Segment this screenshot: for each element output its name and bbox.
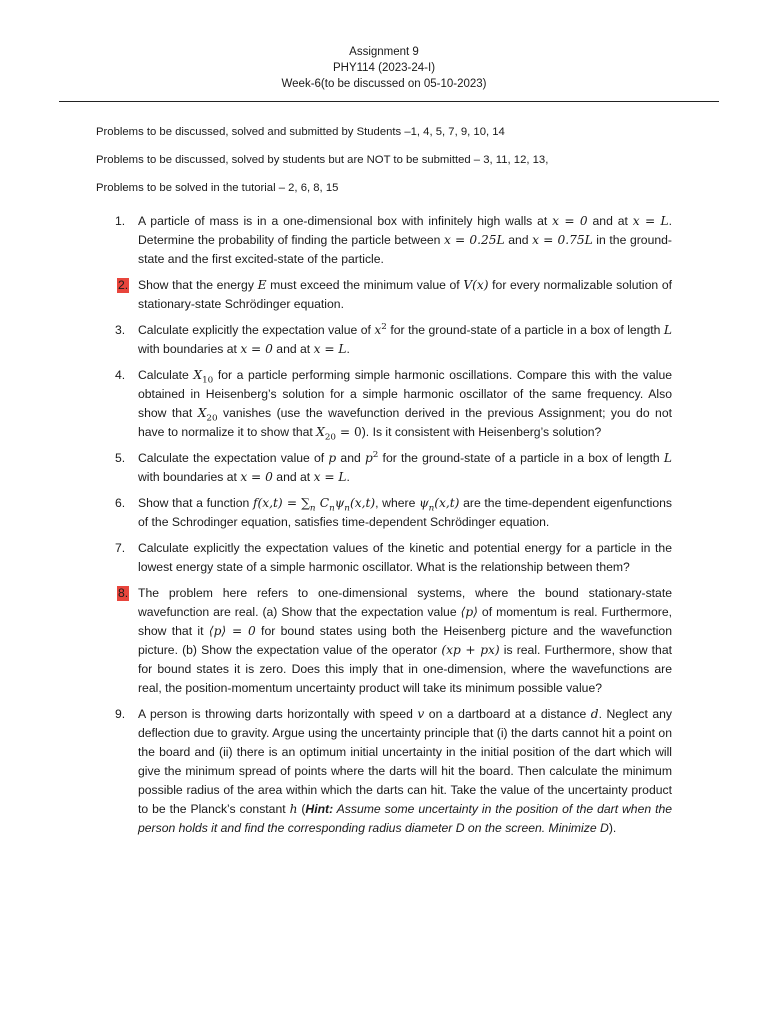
info-not-submitted: Problems to be discussed, solved by students but are NOT to be submitted – 3, 11, 12, 13, [96, 154, 549, 166]
document-header [0, 44, 768, 92]
assignment-title: Assignment 9 [349, 46, 419, 58]
problem-number: 6. [115, 496, 126, 510]
problem-2: 2. Show that the energy E must exceed the minimum value of V(x) for every normalizable solution of stationary-state Schrödinger equation. [118, 278, 672, 311]
course-code: PHY114 (2023-24-I) [332, 62, 436, 74]
problem-number: 7. [115, 541, 126, 555]
info-tutorial: Problems to be solved in the tutorial – 2, 6, 8, 15 [96, 182, 339, 194]
info-submitted: Problems to be discussed, solved and submitted by Students –1, 4, 5, 7, 9, 10, 14 [96, 126, 505, 138]
problem-6: 6. Show that a function $f(x,t) = \sum_n$ $C_n\psi_n(x,t)$, where $\psi_n(x,t)$ are the time-dependent eigenfunctions of the Schrodinger equation, satisfies time-dependent Schrödinger equation. [115, 496, 673, 529]
problem-3: 3. Calculate explicitly the expectation value of $x^2$ for the ground-state of a particle in a box of length L with boundaries at x = 0 and at x = L. [115, 321, 672, 356]
week-info: Week-6(to be discussed on 05-10-2023) [281, 78, 487, 90]
problem-9: 9. A person is throwing darts horizontally with speed v on a dartboard at a distance d. Neglect any deflection due to gravity. Argue using the uncertainty principle that (i) the darts cannot hit a point on the board and (ii) there is an optimum initial uncertainty in the initial position of the dart which will give the minimum spread of points where the darts will hit the board. Then calculate the minimum possible radius of the area within which the darts can hit. Take the value of the uncertainty product to be the Planck’s constant h (Hint: Assume some uncertainty in the position of the dart when the person holds it and find the corresponding radius diameter D on the screen. Minimize D). [115, 707, 673, 835]
problem-5: 5. Calculate the expectation value of p and $p^2$ for the ground-state of a particle in a box of length L with boundaries at x = 0 and at x = L. [115, 449, 672, 484]
problem-number: 4. [115, 368, 126, 382]
problem-7: 7. Calculate explicitly the expectation values of the kinetic and potential energy for a particle in the lowest energy state of a simple harmonic oscillator. What is the relationship between them? [115, 541, 672, 574]
hint: Hint: Assume some uncertainty in the position of the dart when the person holds it and find the corresponding radius diameter D on the screen. Minimize D [138, 802, 673, 835]
header-divider [59, 101, 719, 102]
problem-8: 8. The problem here refers to one-dimensional systems, where the bound stationary-state wavefunction are real. (a) Show that the expectation value ⟨p⟩ of momentum is real. Furthermore, show that it ⟨p⟩ = 0 for bound states using both the Heisenberg picture and the wavefunction picture. (b) Show the expectation value of the operator (xp + px) is real. Furthermore, show that for bound states it is zero. Does this imply that in one-dimension, where the wavefunctions are real, the position-momentum uncertainty product will take its minimum possible value? [118, 586, 672, 695]
problem-1: 1. A particle of mass is in a one-dimensional box with infinitely high walls at x = 0 and at x = L. Determine the probability of finding the particle between x = 0.25L and x = 0.75L in the ground-state and the first excited-state of the particle. [115, 214, 672, 266]
problem-number: 9. [115, 707, 126, 721]
problem-number: 3. [115, 323, 126, 337]
problem-number: 1. [115, 214, 126, 228]
problem-number-highlighted: 2. [118, 278, 129, 292]
problem-4: 4. Calculate $X_{10}$ for a particle performing simple harmonic oscillations. Compare this with the value obtained in Heisenberg’s solution for a simple harmonic oscillator of the same frequency. Also show that $X_{20}$ vanishes (use the wavefunction derived in the previous Assignment; you do not have to normalize it to show that $X_{20} = 0$). Is it consistent with Heisenberg’s solution? [115, 368, 672, 443]
problem-number-highlighted: 8. [118, 586, 129, 600]
problem-number: 5. [115, 451, 126, 465]
problem-list [115, 212, 672, 845]
